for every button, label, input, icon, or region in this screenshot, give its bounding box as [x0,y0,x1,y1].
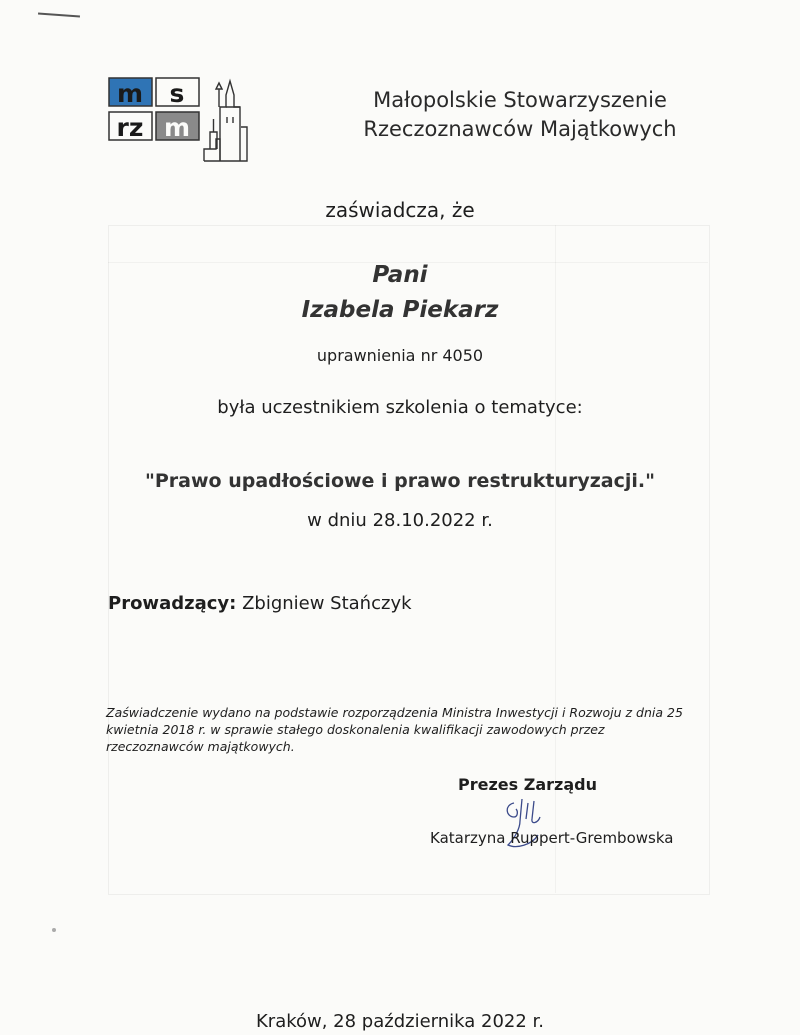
salutation: Pani [372,262,428,288]
signatory-title: Prezes Zarządu [458,775,597,794]
signatory-name: Katarzyna Ruppert-Grembowska [430,829,674,847]
scan-mark [38,13,80,18]
scan-dot [52,928,56,932]
participation-text: była uczestnikiem szkolenia o tematyce: [217,397,583,418]
logo-letter-s: s [169,79,185,108]
lecturer-line [108,593,412,614]
license-number: uprawnienia nr 4050 [316,346,484,365]
organization-name-line2: Rzeczoznawców Majątkowych [363,117,677,141]
lecturer-label: Prowadzący: [108,593,237,614]
bleed-through-table [108,225,710,895]
legal-basis-note: Zaświadczenie wydano na podstawie rozporządzenia Ministra Inwestycji i Rozwoju z dnia 25 kwietnia 2018 r. w sprawie stałego doskonalenia kwalifikacji zawodowych przez rzeczoznawców majątkowych. [106,705,683,754]
attests-text: zaświadcza, że [325,198,475,222]
logo-letter-m1: m [116,79,144,108]
training-topic: "Prawo upadłościowe i prawo restrukturyzacji." [144,470,656,492]
training-date: w dniu 28.10.2022 r. [307,510,493,531]
castle-tower-icon [204,81,247,161]
organization-name-line1: Małopolskie Stowarzyszenie [373,88,667,112]
logo-letter-rz: rz [116,113,144,142]
recipient-name: Izabela Piekarz [301,297,499,323]
msrzm-logo [108,77,248,163]
logo-letter-m2: m [163,113,191,142]
lecturer-name: Zbigniew Stańczyk [242,593,412,614]
place-and-date: Kraków, 28 października 2022 r. [255,1011,545,1032]
